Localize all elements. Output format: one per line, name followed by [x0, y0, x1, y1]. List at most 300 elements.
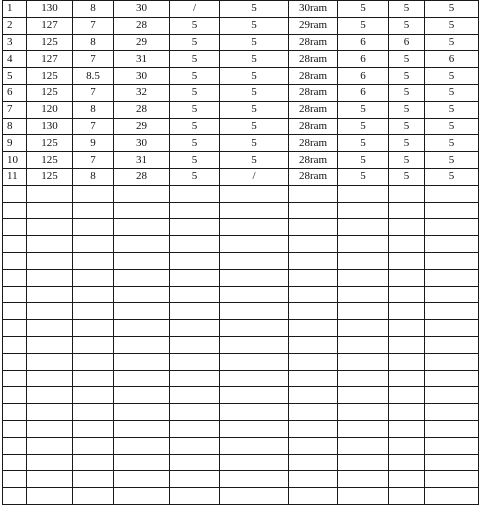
table-cell-empty: [338, 269, 389, 286]
table-cell-empty: [289, 320, 338, 337]
table-cell: 28: [114, 168, 170, 185]
table-cell-empty: [389, 437, 425, 454]
table-cell-empty: [338, 252, 389, 269]
table-cell-empty: [289, 252, 338, 269]
table-cell-empty: [3, 185, 27, 202]
table-cell-empty: [389, 420, 425, 437]
table-cell-empty: [3, 370, 27, 387]
table-cell-empty: [220, 336, 289, 353]
table-cell-empty: [389, 387, 425, 404]
table-cell: 28: [114, 101, 170, 118]
table-cell: 5: [425, 17, 479, 34]
table-cell-empty: [220, 370, 289, 387]
table-cell: 2: [3, 17, 27, 34]
table-cell-empty: [170, 185, 220, 202]
table-cell: 5: [338, 168, 389, 185]
table-cell-empty: [289, 336, 338, 353]
table-cell: 29ram: [289, 17, 338, 34]
table-row: [3, 135, 479, 152]
table-cell-empty: [425, 202, 479, 219]
table-cell-empty: [170, 370, 220, 387]
table-row: [3, 84, 479, 101]
table-cell-empty: [114, 236, 170, 253]
table-cell-empty: [389, 370, 425, 387]
table-cell-empty: [289, 303, 338, 320]
table-cell: 10: [3, 152, 27, 169]
table-row-empty: [3, 252, 479, 269]
table-cell: 30: [114, 1, 170, 18]
table-row-empty: [3, 370, 479, 387]
table-cell-empty: [220, 420, 289, 437]
table-cell-empty: [170, 471, 220, 488]
table-cell: 6: [338, 34, 389, 51]
table-cell-empty: [3, 404, 27, 421]
table-cell: 5: [338, 101, 389, 118]
table-cell-empty: [389, 336, 425, 353]
table-row-empty: [3, 303, 479, 320]
table-cell: 8: [73, 1, 114, 18]
table-row: [3, 17, 479, 34]
table-cell: 5: [170, 68, 220, 85]
table-cell: 5: [220, 152, 289, 169]
table-cell: 5: [170, 135, 220, 152]
table-cell-empty: [289, 269, 338, 286]
table-cell-empty: [220, 353, 289, 370]
table-cell-empty: [289, 404, 338, 421]
table-row-empty: [3, 336, 479, 353]
table-row-empty: [3, 454, 479, 471]
table-cell-empty: [3, 437, 27, 454]
table-cell: 8: [73, 34, 114, 51]
table-row-empty: [3, 185, 479, 202]
table-cell: 5: [389, 152, 425, 169]
table-cell-empty: [338, 236, 389, 253]
table-cell-empty: [27, 303, 73, 320]
table-cell-empty: [389, 320, 425, 337]
table-cell: 5: [338, 1, 389, 18]
table-cell: 5: [425, 168, 479, 185]
table-cell: 5: [389, 118, 425, 135]
table-cell: /: [170, 1, 220, 18]
table-cell: 5: [170, 152, 220, 169]
table-cell: 5: [220, 68, 289, 85]
table-cell-empty: [170, 269, 220, 286]
table-cell: 130: [27, 1, 73, 18]
table-cell-empty: [3, 488, 27, 505]
table-cell-empty: [338, 437, 389, 454]
table-cell-empty: [338, 488, 389, 505]
table-cell: 125: [27, 34, 73, 51]
table-cell-empty: [73, 336, 114, 353]
table-cell-empty: [425, 370, 479, 387]
table-cell: 8.5: [73, 68, 114, 85]
table-cell-empty: [114, 219, 170, 236]
table-cell-empty: [289, 471, 338, 488]
table-cell-empty: [289, 488, 338, 505]
table-cell: 5: [220, 1, 289, 18]
table-cell-empty: [3, 420, 27, 437]
table-cell-empty: [114, 286, 170, 303]
table-cell: 125: [27, 168, 73, 185]
table-cell-empty: [425, 420, 479, 437]
table-cell-empty: [389, 303, 425, 320]
table-cell-empty: [27, 252, 73, 269]
table-cell: 5: [425, 135, 479, 152]
table-cell: 5: [389, 101, 425, 118]
table-cell: 5: [338, 118, 389, 135]
table-cell-empty: [425, 303, 479, 320]
table-cell-empty: [220, 437, 289, 454]
table-cell: 5: [170, 101, 220, 118]
table-row-empty: [3, 269, 479, 286]
table-cell-empty: [73, 488, 114, 505]
table-cell-empty: [425, 320, 479, 337]
table-cell-empty: [27, 353, 73, 370]
table-cell-empty: [27, 219, 73, 236]
table-cell-empty: [220, 320, 289, 337]
table-cell-empty: [170, 336, 220, 353]
table-cell-empty: [3, 471, 27, 488]
table-cell-empty: [27, 387, 73, 404]
table-cell: 28ram: [289, 135, 338, 152]
table-cell-empty: [73, 269, 114, 286]
table-cell: 28ram: [289, 152, 338, 169]
table-cell-empty: [114, 202, 170, 219]
table-row-empty: [3, 471, 479, 488]
table-row-empty: [3, 353, 479, 370]
table-cell-empty: [220, 269, 289, 286]
table-cell: 30ram: [289, 1, 338, 18]
table-cell-empty: [220, 471, 289, 488]
table-cell: 7: [73, 152, 114, 169]
table-cell-empty: [170, 236, 220, 253]
table-cell-empty: [73, 454, 114, 471]
table-cell: 120: [27, 101, 73, 118]
table-cell-empty: [27, 336, 73, 353]
table-row: [3, 34, 479, 51]
table-row: [3, 101, 479, 118]
table-row-empty: [3, 202, 479, 219]
table-cell-empty: [389, 488, 425, 505]
data-table: [2, 0, 479, 505]
table-cell-empty: [289, 353, 338, 370]
table-cell-empty: [220, 454, 289, 471]
table-cell: 4: [3, 51, 27, 68]
table-cell-empty: [3, 202, 27, 219]
table-cell-empty: [425, 252, 479, 269]
table-cell: 5: [425, 152, 479, 169]
table-cell-empty: [425, 185, 479, 202]
table-cell-empty: [220, 488, 289, 505]
table-cell-empty: [170, 454, 220, 471]
table-cell: 5: [389, 1, 425, 18]
table-cell-empty: [389, 219, 425, 236]
table-cell: 5: [170, 34, 220, 51]
table-cell: 5: [389, 17, 425, 34]
table-cell-empty: [425, 236, 479, 253]
table-cell-empty: [3, 336, 27, 353]
table-cell-empty: [27, 202, 73, 219]
table-cell: 125: [27, 135, 73, 152]
table-cell-empty: [73, 370, 114, 387]
table-cell: 6: [3, 84, 27, 101]
table-cell-empty: [289, 185, 338, 202]
table-cell: 5: [170, 168, 220, 185]
table-cell: 5: [425, 68, 479, 85]
table-row-empty: [3, 488, 479, 505]
table-cell-empty: [3, 353, 27, 370]
table-cell: 30: [114, 135, 170, 152]
table-cell-empty: [425, 336, 479, 353]
table-cell-empty: [27, 320, 73, 337]
table-cell-empty: [170, 488, 220, 505]
table-cell-empty: [27, 236, 73, 253]
table-cell-empty: [220, 202, 289, 219]
table-cell-empty: [389, 454, 425, 471]
table-cell-empty: [170, 353, 220, 370]
table-cell-empty: [338, 471, 389, 488]
table-cell-empty: [27, 437, 73, 454]
table-cell-empty: [338, 420, 389, 437]
table-cell-empty: [114, 404, 170, 421]
table-cell: 28ram: [289, 34, 338, 51]
table-cell-empty: [220, 404, 289, 421]
table-cell: 28ram: [289, 51, 338, 68]
table-cell-empty: [389, 202, 425, 219]
table-cell: 5: [338, 17, 389, 34]
table-row-empty: [3, 387, 479, 404]
table-cell-empty: [289, 236, 338, 253]
table-cell-empty: [425, 269, 479, 286]
table-cell-empty: [425, 437, 479, 454]
table-cell-empty: [73, 185, 114, 202]
table-cell-empty: [114, 420, 170, 437]
table-cell: 127: [27, 17, 73, 34]
table-cell: 5: [3, 68, 27, 85]
table-cell: 5: [425, 101, 479, 118]
table-cell-empty: [425, 219, 479, 236]
table-cell: 11: [3, 168, 27, 185]
table-cell-empty: [27, 454, 73, 471]
table-cell-empty: [73, 404, 114, 421]
table-cell-empty: [289, 219, 338, 236]
table-cell-empty: [3, 269, 27, 286]
table-cell-empty: [170, 420, 220, 437]
table-cell-empty: [27, 185, 73, 202]
table-cell: 29: [114, 118, 170, 135]
table-row-empty: [3, 420, 479, 437]
table-cell: 125: [27, 68, 73, 85]
table-row: [3, 51, 479, 68]
table-cell-empty: [27, 420, 73, 437]
table-row-empty: [3, 236, 479, 253]
table-cell: 5: [389, 68, 425, 85]
table-cell: 5: [425, 34, 479, 51]
table-cell-empty: [170, 303, 220, 320]
table-cell-empty: [73, 387, 114, 404]
table-cell-empty: [220, 219, 289, 236]
table-cell-empty: [114, 454, 170, 471]
table-cell: 5: [220, 135, 289, 152]
table-cell-empty: [425, 286, 479, 303]
table-cell: 5: [170, 17, 220, 34]
table-cell: 9: [73, 135, 114, 152]
table-cell: 5: [338, 152, 389, 169]
table-cell-empty: [114, 185, 170, 202]
table-cell-empty: [27, 269, 73, 286]
table-cell: 5: [389, 135, 425, 152]
table-cell: 6: [338, 51, 389, 68]
table-cell-empty: [289, 286, 338, 303]
table-cell-empty: [389, 404, 425, 421]
table-cell-empty: [338, 202, 389, 219]
table-cell-empty: [114, 320, 170, 337]
table-cell: 7: [73, 51, 114, 68]
table-cell-empty: [389, 286, 425, 303]
table-cell: 6: [389, 34, 425, 51]
table-cell-empty: [425, 471, 479, 488]
table-row: [3, 118, 479, 135]
table-cell: 5: [389, 84, 425, 101]
table-cell-empty: [338, 353, 389, 370]
table-cell-empty: [114, 336, 170, 353]
table-cell-empty: [73, 202, 114, 219]
table-cell-empty: [3, 320, 27, 337]
table-cell: 8: [73, 168, 114, 185]
table-cell: 5: [170, 51, 220, 68]
table-cell: 28: [114, 17, 170, 34]
table-row-empty: [3, 404, 479, 421]
table-cell: 5: [220, 101, 289, 118]
table-cell-empty: [389, 185, 425, 202]
table-cell-empty: [338, 404, 389, 421]
table-cell-empty: [3, 219, 27, 236]
table-cell-empty: [389, 471, 425, 488]
table-cell-empty: [73, 437, 114, 454]
table-cell-empty: [73, 303, 114, 320]
table-cell: 28ram: [289, 68, 338, 85]
table-cell-empty: [114, 353, 170, 370]
table-cell-empty: [114, 252, 170, 269]
table-cell-empty: [170, 404, 220, 421]
table-row: [3, 1, 479, 18]
table-cell: 5: [170, 118, 220, 135]
table-cell-empty: [289, 437, 338, 454]
table-cell: 6: [425, 51, 479, 68]
table-cell: 127: [27, 51, 73, 68]
table-cell-empty: [289, 454, 338, 471]
table-cell: 1: [3, 1, 27, 18]
table-cell-empty: [27, 471, 73, 488]
table-cell-empty: [220, 236, 289, 253]
table-cell-empty: [27, 488, 73, 505]
table-cell: 28ram: [289, 101, 338, 118]
table-row: [3, 152, 479, 169]
table-cell: 125: [27, 84, 73, 101]
table-cell-empty: [73, 252, 114, 269]
table-cell-empty: [3, 303, 27, 320]
table-cell-empty: [3, 454, 27, 471]
table-cell: 31: [114, 51, 170, 68]
table-cell: 7: [73, 17, 114, 34]
table-cell: 130: [27, 118, 73, 135]
table-cell-empty: [289, 387, 338, 404]
table-cell: 5: [425, 118, 479, 135]
table-cell-empty: [338, 387, 389, 404]
table-cell: 7: [73, 118, 114, 135]
table-cell-empty: [114, 370, 170, 387]
table-cell: 32: [114, 84, 170, 101]
table-cell-empty: [3, 387, 27, 404]
table-cell: 5: [220, 17, 289, 34]
table-cell-empty: [170, 252, 220, 269]
table-cell: 125: [27, 152, 73, 169]
table-cell-empty: [220, 252, 289, 269]
table-row: [3, 68, 479, 85]
table-cell-empty: [114, 471, 170, 488]
table-cell: 5: [389, 51, 425, 68]
table-cell-empty: [220, 387, 289, 404]
table-cell-empty: [425, 454, 479, 471]
table-cell-empty: [170, 387, 220, 404]
table-cell: 7: [3, 101, 27, 118]
table-cell-empty: [338, 454, 389, 471]
table-cell-empty: [114, 488, 170, 505]
table-cell: 5: [425, 84, 479, 101]
table-cell: 28ram: [289, 168, 338, 185]
table-cell-empty: [338, 336, 389, 353]
table-cell: 5: [338, 135, 389, 152]
table-cell-empty: [289, 370, 338, 387]
table-cell-empty: [425, 387, 479, 404]
table-cell-empty: [170, 320, 220, 337]
table-row-empty: [3, 437, 479, 454]
table-cell-empty: [425, 488, 479, 505]
table-cell: 29: [114, 34, 170, 51]
table-cell: 30: [114, 68, 170, 85]
table-cell: 5: [425, 1, 479, 18]
table-cell-empty: [170, 437, 220, 454]
table-cell-empty: [389, 269, 425, 286]
table-cell-empty: [3, 236, 27, 253]
table-cell-empty: [73, 320, 114, 337]
table-cell-empty: [338, 219, 389, 236]
table-cell-empty: [170, 286, 220, 303]
table-cell: 5: [170, 84, 220, 101]
table-cell-empty: [220, 185, 289, 202]
table-cell-empty: [114, 387, 170, 404]
table-cell-empty: [338, 320, 389, 337]
table-cell: 8: [73, 101, 114, 118]
table-cell-empty: [389, 353, 425, 370]
table-cell-empty: [220, 303, 289, 320]
table-cell-empty: [338, 185, 389, 202]
table-cell: 6: [338, 84, 389, 101]
table-cell-empty: [170, 219, 220, 236]
table-cell: 28ram: [289, 118, 338, 135]
table-cell-empty: [170, 202, 220, 219]
table-cell-empty: [73, 219, 114, 236]
table-cell-empty: [425, 353, 479, 370]
table-cell-empty: [73, 420, 114, 437]
table-cell-empty: [338, 286, 389, 303]
table-cell-empty: [3, 286, 27, 303]
table-cell-empty: [73, 236, 114, 253]
table-cell: 5: [220, 51, 289, 68]
table-cell: 7: [73, 84, 114, 101]
table-cell-empty: [27, 286, 73, 303]
table-cell: /: [220, 168, 289, 185]
